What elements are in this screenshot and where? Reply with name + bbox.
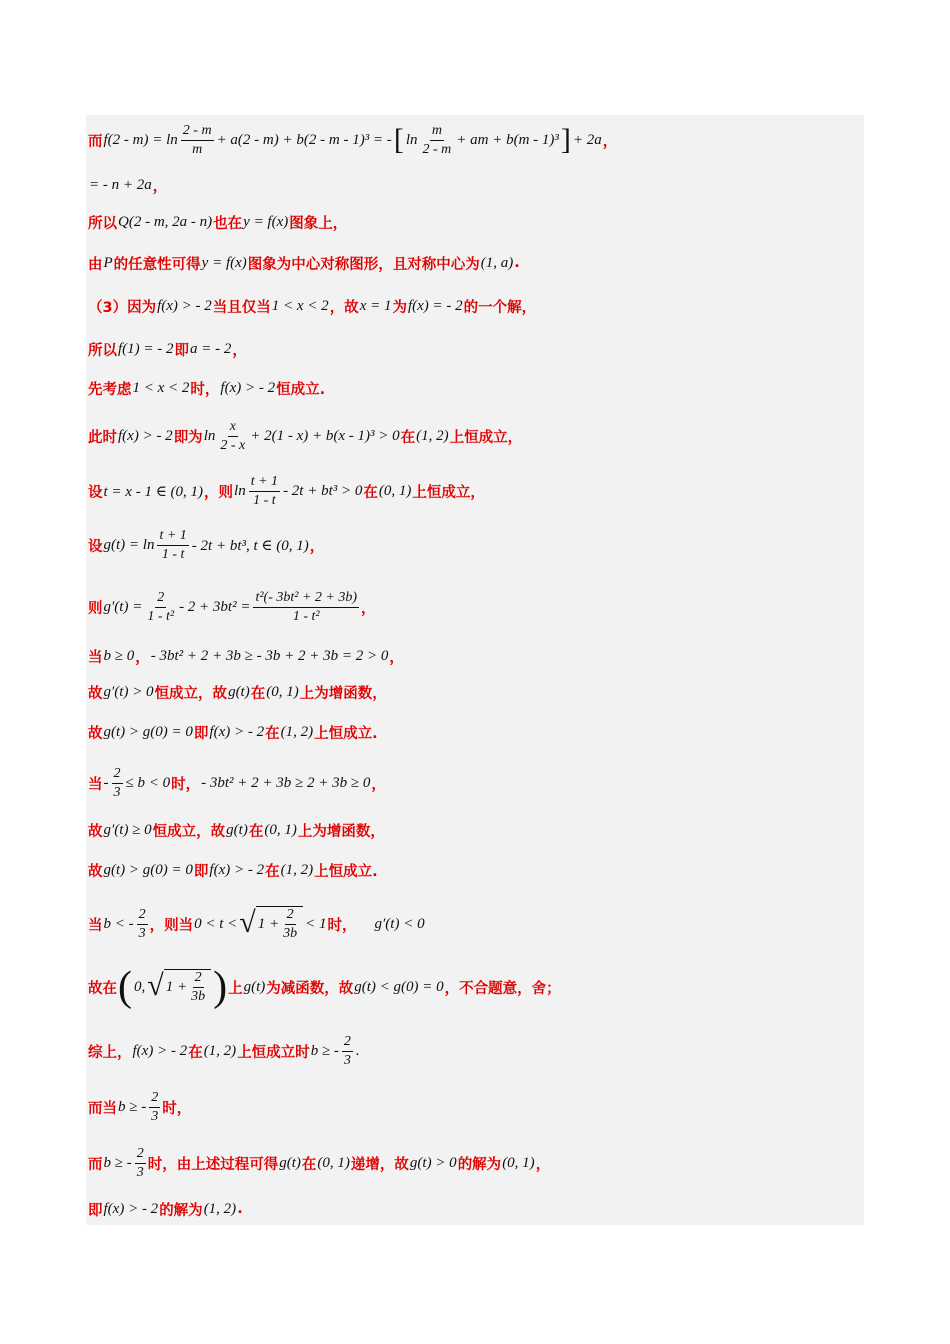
text: 在	[301, 1156, 317, 1173]
fraction	[218, 419, 247, 454]
formula: Q(2 - m, 2a - n)	[118, 213, 213, 230]
text: 即	[174, 342, 190, 359]
formula: g(t)	[279, 1154, 301, 1171]
solution-line-14	[88, 720, 378, 744]
formula: (0, 1)	[378, 482, 412, 499]
solution-line-1	[88, 118, 617, 162]
text: 当	[88, 649, 103, 666]
solution-line-10	[88, 524, 324, 566]
formula: b ≥ -	[118, 1098, 147, 1115]
text: 的解为	[457, 1156, 502, 1173]
solution-line-20	[88, 1030, 361, 1072]
text: 的一个解，	[463, 299, 537, 316]
text: 在	[363, 484, 378, 501]
radicand	[256, 906, 303, 942]
fraction	[135, 1146, 146, 1181]
formula: -	[103, 774, 109, 791]
text: 时，由上述过程可得	[147, 1156, 279, 1173]
fraction	[157, 528, 188, 563]
text: 即	[88, 1202, 103, 1219]
numerator: t²(- 3bt² + 2 + 3b)	[253, 590, 359, 608]
solution-line-18	[88, 902, 426, 946]
square-root	[239, 906, 303, 942]
right-bracket: ]	[560, 123, 571, 156]
text: 恒成立.	[276, 381, 326, 398]
text: 所以	[88, 215, 117, 232]
text: ，	[535, 1156, 551, 1173]
text: 在	[400, 429, 416, 446]
text: 时，	[190, 381, 220, 398]
text: 故	[88, 725, 103, 742]
formula: (1, 2)	[203, 1042, 237, 1059]
text: 也在	[213, 215, 243, 232]
text: 设	[88, 538, 103, 555]
text: 恒成立，故	[154, 685, 228, 702]
denominator: 2 - x	[220, 437, 246, 453]
text: ，	[371, 776, 386, 793]
numerator: 2	[285, 907, 296, 925]
numerator: 2	[137, 907, 148, 925]
solution-line-12	[88, 644, 404, 668]
formula: ≤ b < 0	[125, 774, 171, 791]
text: ，	[389, 649, 404, 666]
solution-line-9	[88, 470, 485, 512]
numerator: 2	[342, 1034, 353, 1052]
text: ，	[602, 133, 618, 150]
formula: (1, a)	[480, 254, 514, 271]
text: 故在	[88, 980, 117, 997]
numerator: 2 - m	[181, 123, 214, 141]
text: ，则	[204, 484, 234, 501]
text: 故	[88, 823, 103, 840]
text: 综上，	[88, 1044, 132, 1061]
text: ，	[361, 600, 376, 617]
text: ，	[135, 649, 150, 666]
denominator: 3b	[283, 926, 298, 941]
solution-line-19	[88, 962, 561, 1012]
fraction	[112, 766, 123, 801]
text: 为	[392, 299, 407, 316]
formula: + 2(1 - x) + b(x - 1)³ > 0	[250, 427, 400, 444]
text: 上恒成立.	[314, 725, 378, 742]
text: .	[237, 1201, 243, 1217]
formula: g(t) = ln	[103, 536, 155, 553]
solution-line-21	[88, 1086, 191, 1128]
text: 上恒成立.	[314, 863, 378, 880]
formula: a = - 2	[190, 340, 232, 357]
solution-line-3	[88, 210, 347, 234]
text: 上恒成立，	[449, 429, 523, 446]
text: 时，	[171, 776, 201, 793]
numerator: m	[430, 123, 444, 141]
formula: (0, 1)	[502, 1154, 535, 1171]
denominator: 1 - t	[161, 546, 185, 562]
text: 时，	[162, 1100, 192, 1117]
formula: t = x - 1 ∈ (0, 1)	[103, 483, 204, 500]
denominator: 3	[136, 1164, 144, 1180]
fraction	[149, 1090, 160, 1125]
formula: g(t)	[226, 821, 248, 838]
denominator: 3b	[191, 989, 206, 1004]
text: ，	[232, 342, 247, 359]
text: .	[514, 255, 520, 271]
formula: (1, 2)	[203, 1200, 237, 1217]
formula: g(t) > 0	[409, 1154, 457, 1171]
left-bracket: [	[393, 123, 404, 156]
fraction	[189, 970, 207, 1005]
solution-line-22	[88, 1142, 550, 1184]
formula: ln	[234, 482, 246, 499]
formula: < 1	[305, 915, 327, 932]
formula: + am + b(m - 1)³	[456, 131, 559, 148]
formula: f(x) > - 2	[118, 427, 173, 444]
denominator: 1 - t	[253, 492, 276, 508]
numerator: x	[228, 419, 238, 437]
text: 在	[265, 725, 280, 742]
fraction	[253, 590, 359, 625]
text: 在	[265, 863, 280, 880]
numerator: 2	[193, 970, 204, 988]
text: （3）因为	[88, 299, 157, 316]
fraction	[145, 590, 176, 625]
formula: f(x) = - 2	[407, 297, 463, 314]
text: 的解为	[159, 1202, 203, 1219]
text: ，不合题意，舍；	[444, 980, 561, 997]
text: 即为	[173, 429, 203, 446]
denominator: 1 - t²	[147, 608, 175, 624]
formula: .	[355, 1042, 360, 1059]
text: 设	[88, 484, 103, 501]
formula: f(x) > - 2	[157, 297, 212, 314]
solution-line-2	[88, 174, 167, 196]
formula: 1 < x < 2	[132, 379, 190, 396]
text: 上恒成立时	[237, 1044, 310, 1061]
formula: - 2t + bt³ > 0	[283, 482, 363, 499]
formula: f(x) > - 2	[132, 1042, 188, 1059]
numerator: 2	[155, 590, 166, 608]
formula: ln	[203, 427, 216, 444]
square-root	[147, 969, 211, 1005]
fraction	[342, 1034, 353, 1069]
solution-line-5	[88, 294, 536, 318]
solution-line-17	[88, 858, 378, 882]
text: 恒成立，故	[152, 823, 226, 840]
formula: y = f(x)	[243, 213, 289, 230]
denominator: m	[192, 141, 203, 157]
formula: + a(2 - m) + b(2 - m - 1)³ = -	[216, 131, 392, 148]
formula: - 2 + 3bt² =	[179, 598, 251, 615]
solution-line-8	[88, 415, 522, 457]
numerator: 2	[149, 1090, 160, 1108]
formula: (0, 1)	[317, 1154, 350, 1171]
formula: 1 < x < 2	[271, 297, 329, 314]
text: 当	[88, 776, 103, 793]
formula: b ≥ -	[310, 1042, 339, 1059]
text: 故	[88, 863, 103, 880]
formula: 0,	[134, 978, 146, 995]
formula: (1, 2)	[280, 861, 314, 878]
text: 此时	[88, 429, 117, 446]
text: ，	[309, 538, 325, 555]
text: ，	[152, 178, 168, 195]
text: 上恒成立，	[412, 484, 485, 501]
numerator: t + 1	[157, 528, 188, 546]
text: ，故	[329, 299, 359, 316]
solution-line-16	[88, 818, 385, 842]
formula: g(t) > g(0) = 0	[103, 861, 193, 878]
solution-line-4	[88, 251, 520, 275]
solution-line-11	[88, 584, 376, 630]
formula: g(t)	[228, 683, 250, 700]
formula: g′(t) =	[103, 598, 143, 615]
text: 上为增函数，	[297, 823, 385, 840]
formula: f(x) > - 2	[103, 1200, 159, 1217]
formula: g′(t) ≥ 0	[103, 821, 152, 838]
denominator: 1 - t²	[292, 608, 320, 624]
fraction	[281, 907, 299, 942]
text: 递增，故	[350, 1156, 409, 1173]
denominator: 2 - m	[422, 141, 452, 157]
text: 为减函数，故	[266, 980, 354, 997]
radical-sign: √	[147, 969, 164, 1002]
text: 故	[88, 685, 103, 702]
text: 图象上，	[289, 215, 348, 232]
text: 即	[193, 725, 209, 742]
formula: f(2 - m) = ln	[103, 131, 178, 148]
formula: b < -	[103, 915, 134, 932]
formula: b ≥ 0	[103, 647, 135, 664]
formula: - 3bt² + 2 + 3b ≥ 2 + 3b ≥ 0	[201, 774, 371, 791]
text: 当	[88, 917, 103, 934]
formula: y = f(x)	[201, 254, 247, 271]
fraction	[249, 474, 280, 509]
radicand	[164, 969, 211, 1005]
formula: b ≥ -	[103, 1154, 132, 1171]
text: 而当	[88, 1100, 117, 1117]
text: 图象为中心对称图形，且对称中心为	[247, 256, 480, 273]
solution-line-6	[88, 337, 247, 361]
solution-line-15	[88, 762, 386, 804]
text: 上为增函数，	[299, 685, 387, 702]
numerator: 2	[112, 766, 123, 784]
text: 由	[88, 256, 103, 273]
text: 在	[188, 1044, 203, 1061]
formula: f(1) = - 2	[118, 340, 174, 357]
radical-sign: √	[239, 906, 256, 939]
numerator: 2	[135, 1146, 146, 1164]
formula: + 2a	[572, 131, 602, 148]
text: 则	[88, 600, 103, 617]
denominator: 3	[113, 784, 121, 800]
denominator: 3	[151, 1108, 159, 1124]
solution-line-23	[88, 1197, 243, 1221]
text: 即	[193, 863, 209, 880]
text: 而	[88, 1156, 103, 1173]
fraction	[420, 123, 453, 158]
formula: g(t) > g(0) = 0	[103, 723, 193, 740]
fraction	[137, 907, 148, 942]
text: 上	[228, 980, 243, 997]
denominator: 3	[343, 1052, 351, 1068]
formula: 1 +	[165, 979, 188, 995]
formula: x = 1	[359, 297, 392, 314]
formula: g(t)	[243, 978, 266, 995]
right-paren: )	[213, 964, 228, 1010]
text: 所以	[88, 342, 117, 359]
formula: - 3bt² + 2 + 3b ≥ - 3b + 2 + 3b = 2 > 0	[150, 647, 389, 664]
formula: g(t) < g(0) = 0	[354, 978, 444, 995]
text: 的任意性可得	[113, 256, 201, 273]
text: 而	[88, 133, 103, 150]
solution-line-13	[88, 680, 387, 704]
text: 先考虑	[88, 381, 132, 398]
formula: f(x) > - 2	[209, 861, 265, 878]
left-paren: (	[118, 964, 132, 1010]
text: 在	[248, 823, 264, 840]
formula: P	[103, 254, 113, 271]
text: ，则当	[149, 917, 194, 934]
text: 时，	[327, 917, 357, 934]
formula: (1, 2)	[416, 427, 449, 444]
formula: 0 < t <	[194, 915, 238, 932]
formula: (1, 2)	[280, 723, 314, 740]
fraction	[181, 123, 214, 158]
formula: g′(t) > 0	[103, 683, 154, 700]
formula: g′(t) < 0	[374, 915, 425, 932]
solution-line-7	[88, 376, 325, 400]
text: 当且仅当	[212, 299, 271, 316]
denominator: 3	[138, 925, 146, 941]
formula: - 2t + bt³, t ∈ (0, 1)	[191, 537, 309, 554]
text: 在	[250, 685, 266, 702]
formula: ln	[405, 131, 418, 148]
formula: (0, 1)	[266, 683, 299, 700]
formula: = - n + 2a	[89, 176, 152, 193]
formula: 1 +	[257, 916, 280, 932]
formula: f(x) > - 2	[220, 379, 276, 396]
numerator: t + 1	[249, 474, 280, 492]
formula: (0, 1)	[264, 821, 297, 838]
formula: f(x) > - 2	[209, 723, 265, 740]
